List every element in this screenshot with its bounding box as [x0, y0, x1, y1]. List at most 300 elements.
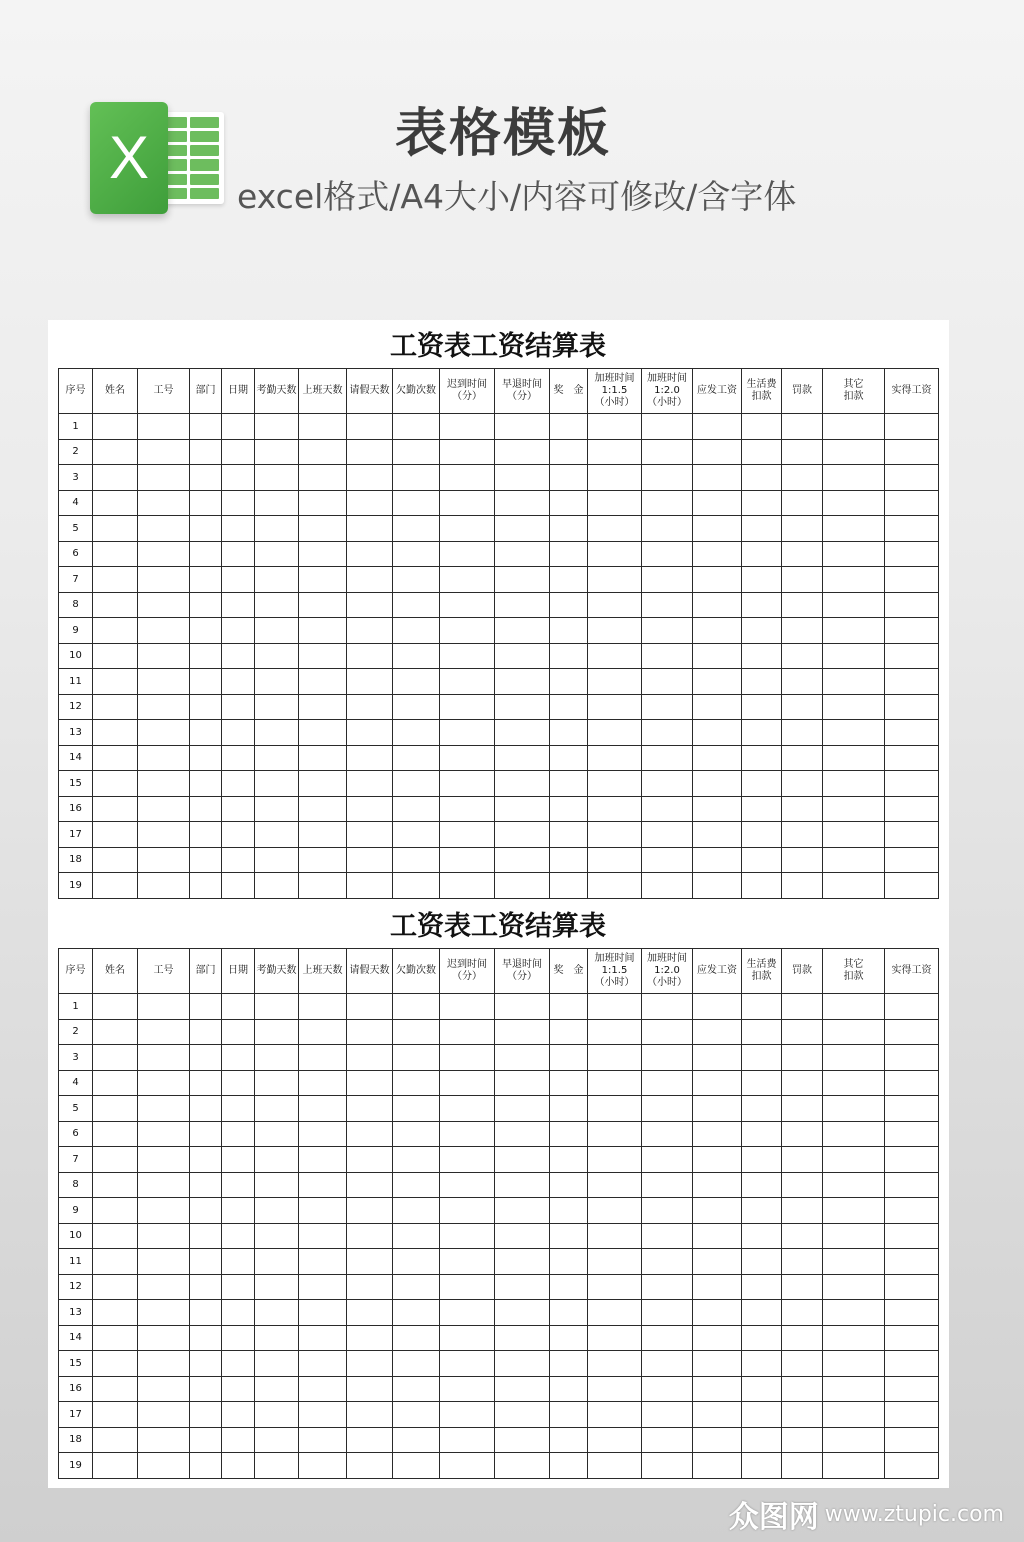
- empty-cell: [550, 516, 588, 542]
- column-header: 其它 扣款: [823, 949, 885, 994]
- column-header: 姓名: [93, 949, 138, 994]
- empty-cell: [642, 1147, 693, 1173]
- empty-cell: [495, 994, 550, 1020]
- empty-cell: [823, 1300, 885, 1326]
- empty-cell: [93, 618, 138, 644]
- empty-cell: [588, 994, 642, 1020]
- empty-cell: [742, 1376, 782, 1402]
- empty-cell: [588, 1198, 642, 1224]
- empty-cell: [550, 1249, 588, 1275]
- empty-cell: [93, 1070, 138, 1096]
- empty-cell: [93, 1019, 138, 1045]
- empty-cell: [255, 490, 299, 516]
- empty-cell: [642, 1172, 693, 1198]
- empty-cell: [885, 745, 939, 771]
- empty-cell: [782, 994, 823, 1020]
- empty-cell: [495, 1325, 550, 1351]
- row-number-cell: 2: [59, 439, 93, 465]
- empty-cell: [440, 771, 495, 797]
- column-header: 考勤天数: [255, 949, 299, 994]
- empty-cell: [93, 669, 138, 695]
- empty-cell: [742, 1096, 782, 1122]
- empty-cell: [347, 643, 393, 669]
- empty-cell: [393, 643, 440, 669]
- table-row: [59, 1096, 939, 1122]
- empty-cell: [393, 618, 440, 644]
- empty-cell: [440, 720, 495, 746]
- empty-cell: [190, 1172, 222, 1198]
- empty-cell: [693, 669, 742, 695]
- empty-cell: [255, 567, 299, 593]
- empty-cell: [393, 1223, 440, 1249]
- empty-cell: [255, 414, 299, 440]
- empty-cell: [299, 1198, 347, 1224]
- empty-cell: [222, 1300, 255, 1326]
- empty-cell: [823, 745, 885, 771]
- empty-cell: [393, 1045, 440, 1071]
- table-row: [59, 1300, 939, 1326]
- empty-cell: [693, 490, 742, 516]
- empty-cell: [347, 1249, 393, 1275]
- row-number-cell: 10: [59, 1223, 93, 1249]
- empty-cell: [550, 720, 588, 746]
- empty-cell: [190, 1402, 222, 1428]
- empty-cell: [588, 1300, 642, 1326]
- empty-cell: [299, 1300, 347, 1326]
- empty-cell: [642, 1376, 693, 1402]
- empty-cell: [642, 439, 693, 465]
- empty-cell: [190, 1427, 222, 1453]
- column-header: 生活费 扣款: [742, 949, 782, 994]
- empty-cell: [495, 847, 550, 873]
- empty-cell: [138, 1376, 190, 1402]
- empty-cell: [393, 1300, 440, 1326]
- empty-cell: [93, 745, 138, 771]
- empty-cell: [299, 1351, 347, 1377]
- table-row: [59, 796, 939, 822]
- empty-cell: [347, 720, 393, 746]
- empty-cell: [550, 1376, 588, 1402]
- empty-cell: [550, 1096, 588, 1122]
- empty-cell: [495, 465, 550, 491]
- empty-cell: [347, 490, 393, 516]
- empty-cell: [742, 1147, 782, 1173]
- empty-cell: [347, 771, 393, 797]
- empty-cell: [693, 1325, 742, 1351]
- empty-cell: [693, 1249, 742, 1275]
- empty-cell: [550, 1325, 588, 1351]
- empty-cell: [255, 439, 299, 465]
- empty-cell: [347, 994, 393, 1020]
- empty-cell: [642, 1427, 693, 1453]
- empty-cell: [550, 1223, 588, 1249]
- row-number-cell: 14: [59, 1325, 93, 1351]
- empty-cell: [440, 1019, 495, 1045]
- empty-cell: [823, 1274, 885, 1300]
- empty-cell: [550, 796, 588, 822]
- empty-cell: [190, 490, 222, 516]
- empty-cell: [782, 847, 823, 873]
- empty-cell: [782, 1198, 823, 1224]
- empty-cell: [495, 694, 550, 720]
- column-header: 应发工资: [693, 949, 742, 994]
- empty-cell: [588, 1427, 642, 1453]
- empty-cell: [93, 1453, 138, 1479]
- empty-cell: [823, 1045, 885, 1071]
- empty-cell: [255, 592, 299, 618]
- empty-cell: [347, 567, 393, 593]
- empty-cell: [693, 796, 742, 822]
- table-header-row: [59, 369, 939, 414]
- empty-cell: [347, 1325, 393, 1351]
- empty-cell: [823, 669, 885, 695]
- empty-cell: [782, 720, 823, 746]
- empty-cell: [642, 720, 693, 746]
- empty-cell: [642, 1121, 693, 1147]
- empty-cell: [742, 1300, 782, 1326]
- empty-cell: [885, 1351, 939, 1377]
- empty-cell: [440, 1325, 495, 1351]
- empty-cell: [347, 541, 393, 567]
- payroll-table: [58, 948, 939, 1479]
- empty-cell: [222, 414, 255, 440]
- empty-cell: [190, 1198, 222, 1224]
- empty-cell: [255, 1172, 299, 1198]
- empty-cell: [299, 1223, 347, 1249]
- empty-cell: [823, 1351, 885, 1377]
- empty-cell: [440, 847, 495, 873]
- empty-cell: [885, 1300, 939, 1326]
- empty-cell: [299, 1402, 347, 1428]
- table-row: [59, 1121, 939, 1147]
- empty-cell: [440, 1376, 495, 1402]
- empty-cell: [550, 439, 588, 465]
- empty-cell: [823, 1249, 885, 1275]
- empty-cell: [299, 1070, 347, 1096]
- empty-cell: [440, 1121, 495, 1147]
- empty-cell: [255, 1376, 299, 1402]
- empty-cell: [495, 745, 550, 771]
- empty-cell: [782, 1121, 823, 1147]
- row-number-cell: 11: [59, 1249, 93, 1275]
- empty-cell: [885, 720, 939, 746]
- empty-cell: [440, 1147, 495, 1173]
- empty-cell: [440, 1274, 495, 1300]
- empty-cell: [885, 1096, 939, 1122]
- empty-cell: [823, 490, 885, 516]
- table-row: [59, 1249, 939, 1275]
- empty-cell: [693, 771, 742, 797]
- empty-cell: [588, 1147, 642, 1173]
- empty-cell: [299, 873, 347, 899]
- empty-cell: [823, 796, 885, 822]
- empty-cell: [138, 618, 190, 644]
- empty-cell: [440, 822, 495, 848]
- empty-cell: [138, 1121, 190, 1147]
- empty-cell: [588, 1351, 642, 1377]
- empty-cell: [588, 1096, 642, 1122]
- empty-cell: [742, 1249, 782, 1275]
- table-row: [59, 1223, 939, 1249]
- empty-cell: [222, 771, 255, 797]
- paper-sheet: [48, 320, 949, 1488]
- column-header: 姓名: [93, 369, 138, 414]
- empty-cell: [299, 720, 347, 746]
- empty-cell: [885, 847, 939, 873]
- empty-cell: [190, 414, 222, 440]
- empty-cell: [823, 873, 885, 899]
- column-header: 部门: [190, 369, 222, 414]
- empty-cell: [93, 1427, 138, 1453]
- empty-cell: [642, 745, 693, 771]
- row-number-cell: 19: [59, 1453, 93, 1479]
- empty-cell: [255, 1325, 299, 1351]
- empty-cell: [347, 745, 393, 771]
- empty-cell: [495, 643, 550, 669]
- empty-cell: [823, 847, 885, 873]
- empty-cell: [255, 994, 299, 1020]
- empty-cell: [693, 1147, 742, 1173]
- empty-cell: [550, 1351, 588, 1377]
- empty-cell: [190, 1096, 222, 1122]
- row-number-cell: 16: [59, 1376, 93, 1402]
- empty-cell: [93, 1274, 138, 1300]
- empty-cell: [693, 720, 742, 746]
- empty-cell: [782, 669, 823, 695]
- empty-cell: [222, 439, 255, 465]
- empty-cell: [693, 439, 742, 465]
- empty-cell: [742, 873, 782, 899]
- empty-cell: [742, 490, 782, 516]
- empty-cell: [138, 1325, 190, 1351]
- empty-cell: [782, 465, 823, 491]
- empty-cell: [299, 592, 347, 618]
- empty-cell: [255, 1249, 299, 1275]
- empty-cell: [222, 669, 255, 695]
- empty-cell: [588, 1402, 642, 1428]
- empty-cell: [642, 490, 693, 516]
- empty-cell: [495, 669, 550, 695]
- empty-cell: [299, 1121, 347, 1147]
- empty-cell: [299, 490, 347, 516]
- empty-cell: [642, 822, 693, 848]
- empty-cell: [588, 720, 642, 746]
- empty-cell: [642, 1325, 693, 1351]
- empty-cell: [782, 414, 823, 440]
- empty-cell: [393, 669, 440, 695]
- column-header: 欠勤次数: [393, 369, 440, 414]
- excel-logo-icon: [90, 102, 225, 214]
- empty-cell: [93, 771, 138, 797]
- empty-cell: [190, 847, 222, 873]
- table-row: [59, 1147, 939, 1173]
- empty-cell: [440, 465, 495, 491]
- empty-cell: [299, 822, 347, 848]
- empty-cell: [885, 490, 939, 516]
- empty-cell: [642, 847, 693, 873]
- empty-cell: [347, 847, 393, 873]
- empty-cell: [347, 465, 393, 491]
- empty-cell: [742, 465, 782, 491]
- empty-cell: [495, 873, 550, 899]
- empty-cell: [782, 771, 823, 797]
- empty-cell: [642, 541, 693, 567]
- empty-cell: [93, 1096, 138, 1122]
- column-header: 工号: [138, 949, 190, 994]
- empty-cell: [222, 465, 255, 491]
- empty-cell: [393, 1147, 440, 1173]
- row-number-cell: 10: [59, 643, 93, 669]
- empty-cell: [550, 1427, 588, 1453]
- empty-cell: [693, 1045, 742, 1071]
- empty-cell: [393, 994, 440, 1020]
- empty-cell: [742, 745, 782, 771]
- column-header: 罚款: [782, 949, 823, 994]
- empty-cell: [642, 465, 693, 491]
- empty-cell: [190, 465, 222, 491]
- empty-cell: [393, 516, 440, 542]
- empty-cell: [885, 1376, 939, 1402]
- empty-cell: [742, 771, 782, 797]
- empty-cell: [440, 1351, 495, 1377]
- empty-cell: [693, 1453, 742, 1479]
- empty-cell: [299, 516, 347, 542]
- empty-cell: [642, 873, 693, 899]
- empty-cell: [190, 618, 222, 644]
- empty-cell: [693, 745, 742, 771]
- watermark-url: www.ztupic.com: [824, 1501, 1004, 1527]
- table-row: [59, 1376, 939, 1402]
- empty-cell: [588, 490, 642, 516]
- empty-cell: [550, 1019, 588, 1045]
- empty-cell: [138, 1300, 190, 1326]
- empty-cell: [255, 1045, 299, 1071]
- empty-cell: [550, 669, 588, 695]
- empty-cell: [550, 822, 588, 848]
- empty-cell: [93, 720, 138, 746]
- empty-cell: [495, 771, 550, 797]
- empty-cell: [550, 1172, 588, 1198]
- empty-cell: [588, 1325, 642, 1351]
- empty-cell: [495, 1045, 550, 1071]
- empty-cell: [255, 643, 299, 669]
- empty-cell: [190, 1045, 222, 1071]
- empty-cell: [782, 822, 823, 848]
- empty-cell: [885, 994, 939, 1020]
- empty-cell: [495, 1019, 550, 1045]
- column-header: 考勤天数: [255, 369, 299, 414]
- empty-cell: [550, 1402, 588, 1428]
- empty-cell: [885, 1070, 939, 1096]
- empty-cell: [299, 1249, 347, 1275]
- empty-cell: [393, 1198, 440, 1224]
- empty-cell: [393, 1070, 440, 1096]
- empty-cell: [255, 1427, 299, 1453]
- empty-cell: [823, 1453, 885, 1479]
- empty-cell: [693, 516, 742, 542]
- empty-cell: [588, 1274, 642, 1300]
- empty-cell: [495, 1070, 550, 1096]
- empty-cell: [742, 1351, 782, 1377]
- empty-cell: [642, 592, 693, 618]
- empty-cell: [495, 1223, 550, 1249]
- empty-cell: [588, 465, 642, 491]
- empty-cell: [440, 541, 495, 567]
- table-row: [59, 1070, 939, 1096]
- empty-cell: [642, 1453, 693, 1479]
- empty-cell: [782, 1351, 823, 1377]
- empty-cell: [588, 1172, 642, 1198]
- row-number-cell: 5: [59, 1096, 93, 1122]
- table-row: [59, 1198, 939, 1224]
- table-row: [59, 567, 939, 593]
- empty-cell: [642, 516, 693, 542]
- empty-cell: [440, 1300, 495, 1326]
- empty-cell: [823, 1172, 885, 1198]
- empty-cell: [255, 1223, 299, 1249]
- empty-cell: [138, 847, 190, 873]
- empty-cell: [782, 1172, 823, 1198]
- empty-cell: [693, 567, 742, 593]
- empty-cell: [693, 1096, 742, 1122]
- empty-cell: [138, 643, 190, 669]
- empty-cell: [393, 796, 440, 822]
- empty-cell: [742, 516, 782, 542]
- empty-cell: [440, 618, 495, 644]
- empty-cell: [138, 1223, 190, 1249]
- table-row: [59, 1325, 939, 1351]
- empty-cell: [550, 994, 588, 1020]
- empty-cell: [93, 1300, 138, 1326]
- empty-cell: [495, 567, 550, 593]
- empty-cell: [642, 414, 693, 440]
- empty-cell: [440, 1223, 495, 1249]
- empty-cell: [742, 994, 782, 1020]
- empty-cell: [550, 1453, 588, 1479]
- empty-cell: [393, 873, 440, 899]
- empty-cell: [347, 1172, 393, 1198]
- empty-cell: [495, 822, 550, 848]
- empty-cell: [440, 1096, 495, 1122]
- empty-cell: [93, 567, 138, 593]
- column-header: 其它 扣款: [823, 369, 885, 414]
- empty-cell: [255, 1198, 299, 1224]
- empty-cell: [642, 994, 693, 1020]
- empty-cell: [782, 694, 823, 720]
- empty-cell: [393, 592, 440, 618]
- row-number-cell: 9: [59, 1198, 93, 1224]
- empty-cell: [138, 1351, 190, 1377]
- empty-cell: [393, 567, 440, 593]
- empty-cell: [588, 745, 642, 771]
- empty-cell: [138, 567, 190, 593]
- empty-cell: [642, 771, 693, 797]
- column-header: 序号: [59, 949, 93, 994]
- empty-cell: [642, 796, 693, 822]
- empty-cell: [588, 847, 642, 873]
- empty-cell: [495, 1427, 550, 1453]
- empty-cell: [550, 567, 588, 593]
- table-row: [59, 1427, 939, 1453]
- empty-cell: [742, 567, 782, 593]
- empty-cell: [255, 1019, 299, 1045]
- empty-cell: [885, 1019, 939, 1045]
- empty-cell: [190, 694, 222, 720]
- empty-cell: [347, 1274, 393, 1300]
- empty-cell: [495, 796, 550, 822]
- empty-cell: [138, 822, 190, 848]
- empty-cell: [255, 1274, 299, 1300]
